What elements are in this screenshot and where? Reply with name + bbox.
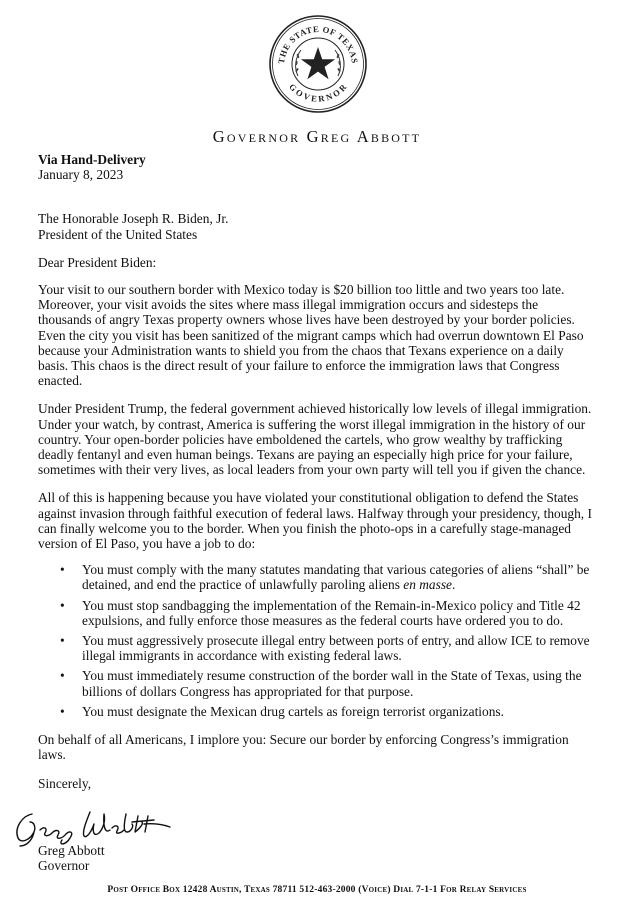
paragraph-2: Under President Trump, the federal government achieved historically low levels of illegal immigration. Under your watch, by contrast, America is suffering the worst illegal immigration in the history of our country. Your open-border policies have emboldened the cartels, who grow wealthy by trafficking deadly fentanyl and even human beings. Texans are paying an especially high price for your failure, sometimes with their very lives, as local leaders from your own party will tell you if given the chance. (38, 401, 592, 478)
salutation: Dear President Biden: (38, 254, 157, 270)
letter-date: January 8, 2023 (38, 167, 124, 183)
signer-title: Governor (38, 858, 90, 873)
bullet-4-text: You must immediately resume construction of the border wall in the State of Texas, using the billions of dollars Congress has appropriated for that purpose. (82, 668, 582, 699)
bullet-1-text: You must comply with the many statutes mandating that various categories of aliens “shall” be detained, and end the practice of unlawfully paroling aliens (82, 562, 590, 593)
bullet-icon: • (60, 633, 65, 649)
letterhead-title: Governor Greg Abbott (212, 127, 422, 146)
recipient-name: The Honorable Joseph R. Biden, Jr. (38, 211, 229, 227)
recipient-title: President of the United States (38, 226, 198, 242)
bullet-1-italic: en masse (403, 577, 452, 593)
paragraph-3: All of this is happening because you have violated your constitutional obligation to defend the States against invasion through faithful execution of federal laws. Halfway through your presidency, though, I can finally welcome you to the border. When you finish the photo-ops in a carefully stage-managed version of El Paso, you have a job to do: (38, 490, 592, 552)
bullet-1-end: . (451, 577, 456, 593)
list-item (38, 598, 594, 628)
texas-governor-seal-icon (268, 14, 368, 114)
demands-list (38, 562, 594, 719)
letter-footer: Post Office Box 12428 Austin, Texas 78711 512-463-2000 (Voice) Dial 7-1-1 For Relay Services (107, 885, 527, 895)
bullet-icon: • (60, 703, 65, 719)
seal-text-bottom: GOVERNOR (287, 81, 349, 104)
bullet-2-text: You must stop sandbagging the implementation of the Remain-in-Mexico policy and Title 42 expulsions, and fully enforce those measures as the federal courts have ordered you to do. (82, 597, 581, 628)
closing-word: Sincerely, (38, 775, 92, 791)
letter-body (38, 152, 594, 791)
bullet-icon: • (60, 597, 65, 613)
bullet-3-text: You must aggressively prosecute illegal entry between ports of entry, and allow ICE to remove illegal immigrants in accordance with existing federal laws. (82, 633, 590, 664)
signer-block (38, 843, 105, 873)
closing-paragraph: On behalf of all Americans, I implore you: Secure our border by enforcing Congress’s immigration laws. (38, 732, 569, 763)
paragraph-1: Your visit to our southern border with Mexico today is $20 billion too little and two years too late. Moreover, your visit avoids the sites where mass illegal immigration occurs and sidesteps the thousands of angry Texas property owners whose lives have been destroyed by your border policies. Even the city you visit has been sanitized of the migrant camps which had overrun downtown El Paso because your Administration wants to shield you from the chaos that Texans experience on a daily basis. This chaos is the direct result of your failure to enforce the immigration laws that Congress enacted. (38, 282, 584, 389)
list-item (38, 704, 594, 719)
svg-text:GOVERNOR (287, 82, 349, 104)
seal-text-top: THE STATE OF TEXAS (276, 23, 360, 65)
list-item (38, 562, 594, 592)
delivery-method: Via Hand-Delivery (38, 152, 146, 167)
list-item (38, 668, 594, 698)
signer-name: Greg Abbott (38, 843, 105, 858)
bullet-icon: • (60, 668, 65, 684)
bullet-icon: • (60, 562, 65, 578)
bullet-5-text: You must designate the Mexican drug cartels as foreign terrorist organizations. (82, 703, 504, 719)
list-item (38, 633, 594, 663)
